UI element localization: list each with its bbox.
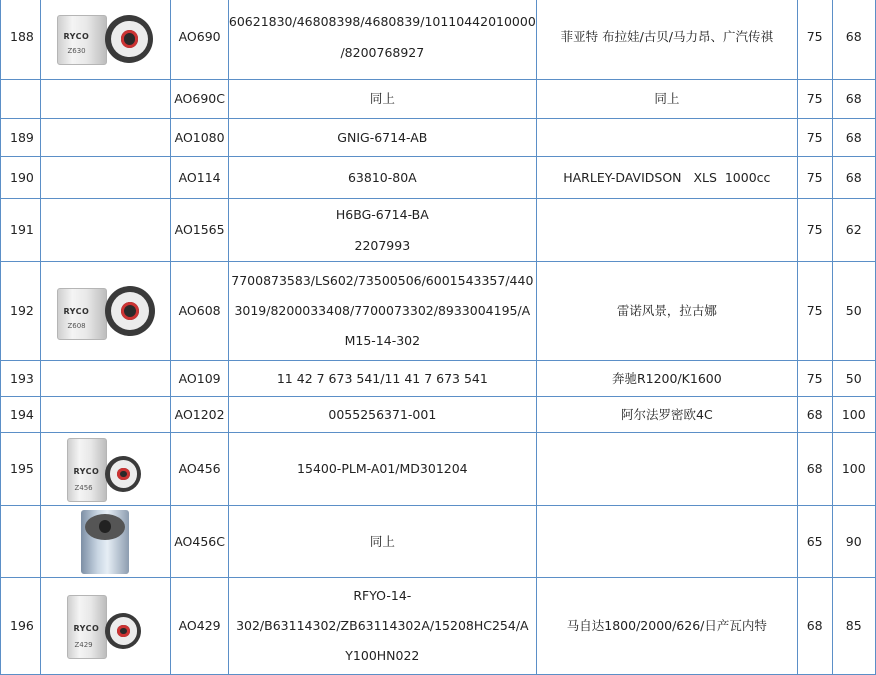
vehicle-cell (536, 506, 797, 578)
row-number: 191 (1, 199, 41, 262)
model-cell: AO114 (171, 157, 229, 199)
qty1-cell: 75 (797, 119, 832, 157)
oem-cell: 15400-PLM-A01/MD301204 (228, 433, 536, 506)
oil-filter-photo (79, 509, 131, 575)
oem-line: 60621830/46808398/4680839/10110442010000 (228, 14, 536, 29)
oem-line: H6BG-6714-BA (335, 207, 429, 222)
oem-cell (228, 0, 536, 80)
row-number (1, 506, 41, 578)
qty1-cell: 75 (797, 157, 832, 199)
filter-code: Z429 (74, 641, 93, 649)
oem-line: 3019/8200033408/7700073302/8933004195/A (234, 303, 531, 318)
product-image-cell (40, 433, 171, 506)
qty2-cell: 68 (832, 80, 875, 119)
qty2-cell: 50 (832, 262, 875, 361)
oem-line: 302/B63114302/ZB63114302A/15208HC254/A (236, 618, 529, 633)
qty1-cell: 68 (797, 397, 832, 433)
qty1-cell: 75 (797, 0, 832, 80)
product-image-cell (40, 199, 171, 262)
table-row (1, 397, 876, 433)
oem-cell (228, 199, 536, 262)
oil-filter-image (65, 593, 145, 659)
row-number: 189 (1, 119, 41, 157)
qty1-cell: 68 (797, 433, 832, 506)
product-image-cell (40, 578, 171, 675)
table-row (1, 262, 876, 361)
qty2-cell: 68 (832, 119, 875, 157)
model-cell: AO1565 (171, 199, 229, 262)
table-row (1, 80, 876, 119)
row-number (1, 80, 41, 119)
vehicle-cell: 雷诺风景，拉古娜 (536, 262, 797, 361)
table-row (1, 506, 876, 578)
qty2-cell: 68 (832, 157, 875, 199)
oem-line: /8200768927 (340, 45, 425, 60)
vehicle-cell: 同上 (536, 80, 797, 119)
filter-logo: RYCO (73, 467, 100, 476)
model-cell: AO1080 (171, 119, 229, 157)
model-cell: AO690C (171, 80, 229, 119)
filter-logo: RYCO (63, 32, 90, 41)
qty2-cell: 68 (832, 0, 875, 80)
oem-cell: 同上 (228, 506, 536, 578)
filter-code: Z630 (67, 47, 86, 55)
table-row (1, 433, 876, 506)
row-number: 190 (1, 157, 41, 199)
oem-line: RFYO-14- (353, 588, 412, 603)
vehicle-cell (536, 433, 797, 506)
product-image-cell (40, 119, 171, 157)
model-cell: AO608 (171, 262, 229, 361)
vehicle-cell (536, 199, 797, 262)
oem-line: 7700873583/LS602/73500506/6001543357/440 (231, 273, 534, 288)
qty2-cell: 100 (832, 397, 875, 433)
qty2-cell: 85 (832, 578, 875, 675)
row-number: 193 (1, 361, 41, 397)
model-cell: AO1202 (171, 397, 229, 433)
row-number: 192 (1, 262, 41, 361)
oil-filter-image (65, 436, 145, 502)
oem-cell: 63810-80A (228, 157, 536, 199)
filter-code: Z456 (74, 484, 93, 492)
row-number: 195 (1, 433, 41, 506)
oem-cell (228, 262, 536, 361)
model-cell: AO690 (171, 0, 229, 80)
model-cell: AO429 (171, 578, 229, 675)
oem-cell: GNIG-6714-AB (228, 119, 536, 157)
vehicle-cell: HARLEY-DAVIDSON XLS 1000cc (536, 157, 797, 199)
table-row (1, 119, 876, 157)
vehicle-cell: 奔驰R1200/K1600 (536, 361, 797, 397)
filter-logo: RYCO (73, 624, 100, 633)
oem-line: Y100HN022 (345, 648, 420, 663)
qty2-cell: 90 (832, 506, 875, 578)
oem-cell: 0055256371-001 (228, 397, 536, 433)
row-number: 188 (1, 0, 41, 80)
table-row (1, 361, 876, 397)
table-row (1, 0, 876, 80)
oem-line: 2207993 (354, 238, 411, 253)
table-row (1, 578, 876, 675)
vehicle-cell: 菲亚特 布拉娃/古贝/马力昂、广汽传祺 (536, 0, 797, 80)
product-image-cell (40, 506, 171, 578)
oil-filter-image (55, 7, 155, 67)
product-image-cell (40, 0, 171, 80)
oil-filter-image (55, 280, 155, 342)
oem-cell (228, 578, 536, 675)
qty2-cell: 62 (832, 199, 875, 262)
row-number: 194 (1, 397, 41, 433)
product-image-cell (40, 157, 171, 199)
vehicle-cell: 马自达1800/2000/626/日产瓦内特 (536, 578, 797, 675)
model-cell: AO456 (171, 433, 229, 506)
filter-logo: RYCO (63, 307, 90, 316)
product-image-cell (40, 397, 171, 433)
qty2-cell: 50 (832, 361, 875, 397)
qty1-cell: 68 (797, 578, 832, 675)
qty1-cell: 65 (797, 506, 832, 578)
oem-cell: 同上 (228, 80, 536, 119)
vehicle-cell (536, 119, 797, 157)
qty1-cell: 75 (797, 361, 832, 397)
table-row (1, 157, 876, 199)
qty1-cell: 75 (797, 80, 832, 119)
qty2-cell: 100 (832, 433, 875, 506)
model-cell: AO456C (171, 506, 229, 578)
filter-code: Z608 (67, 322, 86, 330)
table-row (1, 199, 876, 262)
vehicle-cell: 阿尔法罗密欧4C (536, 397, 797, 433)
product-image-cell (40, 262, 171, 361)
oem-line: M15-14-302 (344, 333, 421, 348)
product-image-cell (40, 80, 171, 119)
model-cell: AO109 (171, 361, 229, 397)
oem-cell: 11 42 7 673 541/11 41 7 673 541 (228, 361, 536, 397)
row-number: 196 (1, 578, 41, 675)
product-table-body (1, 0, 876, 675)
qty1-cell: 75 (797, 262, 832, 361)
product-image-cell (40, 361, 171, 397)
qty1-cell: 75 (797, 199, 832, 262)
